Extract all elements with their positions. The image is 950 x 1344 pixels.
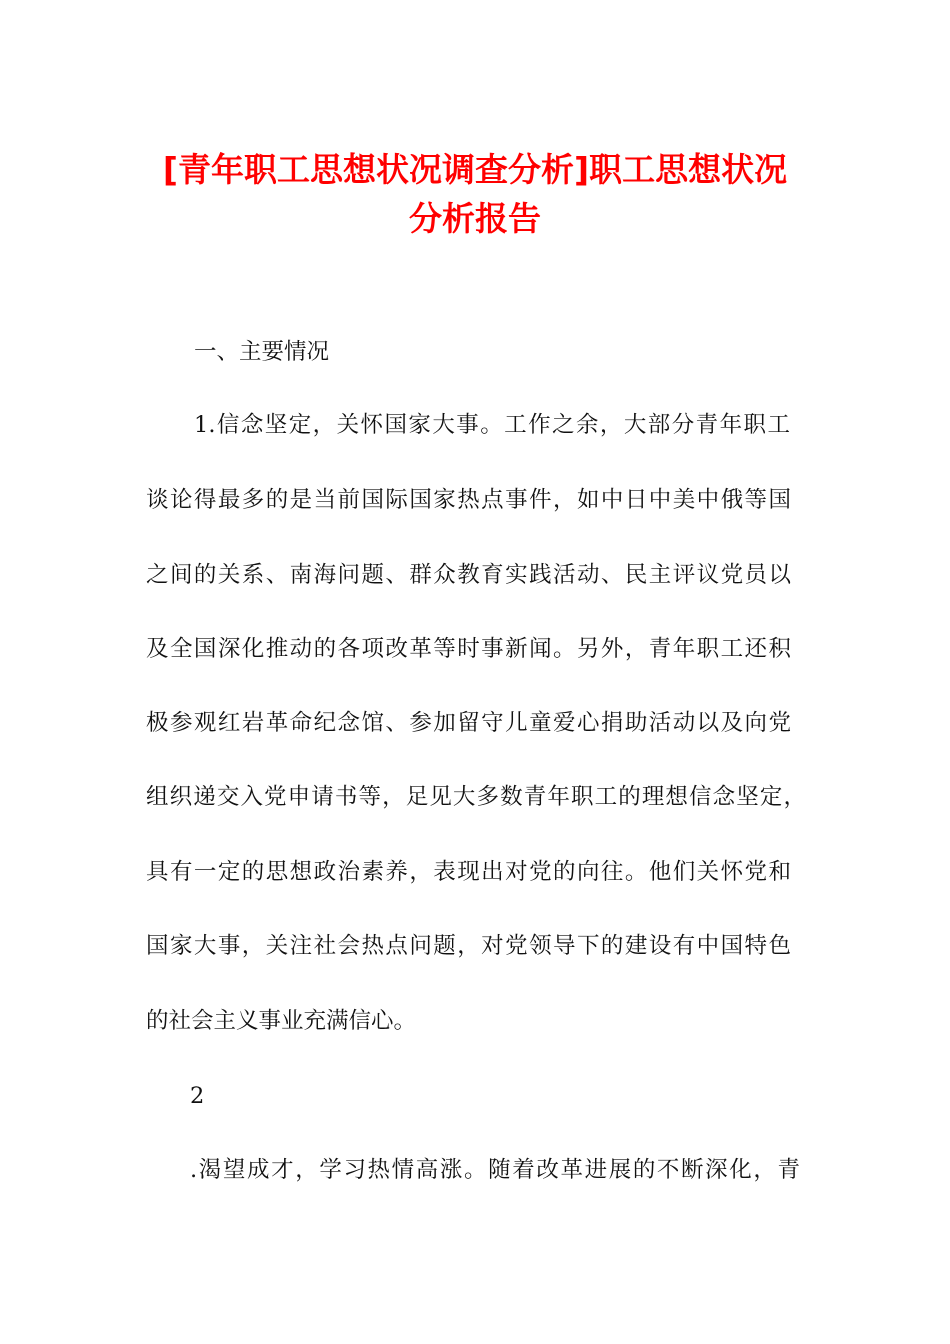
paragraph-1-line-4: 及全国深化推动的各项改革等时事新闻。另外，青年职工还积	[146, 636, 791, 662]
section-heading-main-situation: 一、主要情况	[194, 339, 330, 365]
paragraph-1-line-6: 组织递交入党申请书等，足见大多数青年职工的理想信念坚定，	[146, 784, 806, 810]
paragraph-1-line-5: 极参观红岩革命纪念馆、参加留守儿童爱心捐助活动以及向党	[146, 710, 791, 736]
paragraph-1-line-8: 国家大事，关注社会热点问题，对党领导下的建设有中国特色	[146, 933, 791, 959]
document-title-line-2: 分析报告	[409, 199, 541, 238]
document-title-line-1: [青年职工思想状况调查分析]职工思想状况	[162, 150, 788, 189]
paragraph-1-line-9: 的社会主义事业充满信心。	[146, 1008, 417, 1034]
item-2-number: 2	[190, 1083, 205, 1109]
paragraph-1-line-1: 1.信念坚定，关怀国家大事。工作之余，大部分青年职工	[194, 412, 790, 438]
paragraph-1-line-2: 谈论得最多的是当前国际国家热点事件，如中日中美中俄等国	[146, 487, 791, 513]
item-2-line-1: .渴望成才，学习热情高涨。随着改革进展的不断深化，青	[190, 1157, 800, 1183]
paragraph-1-line-7: 具有一定的思想政治素养，表现出对党的向往。他们关怀党和	[146, 859, 791, 885]
paragraph-1-line-3: 之间的关系、南海问题、群众教育实践活动、民主评议党员以	[146, 562, 791, 588]
